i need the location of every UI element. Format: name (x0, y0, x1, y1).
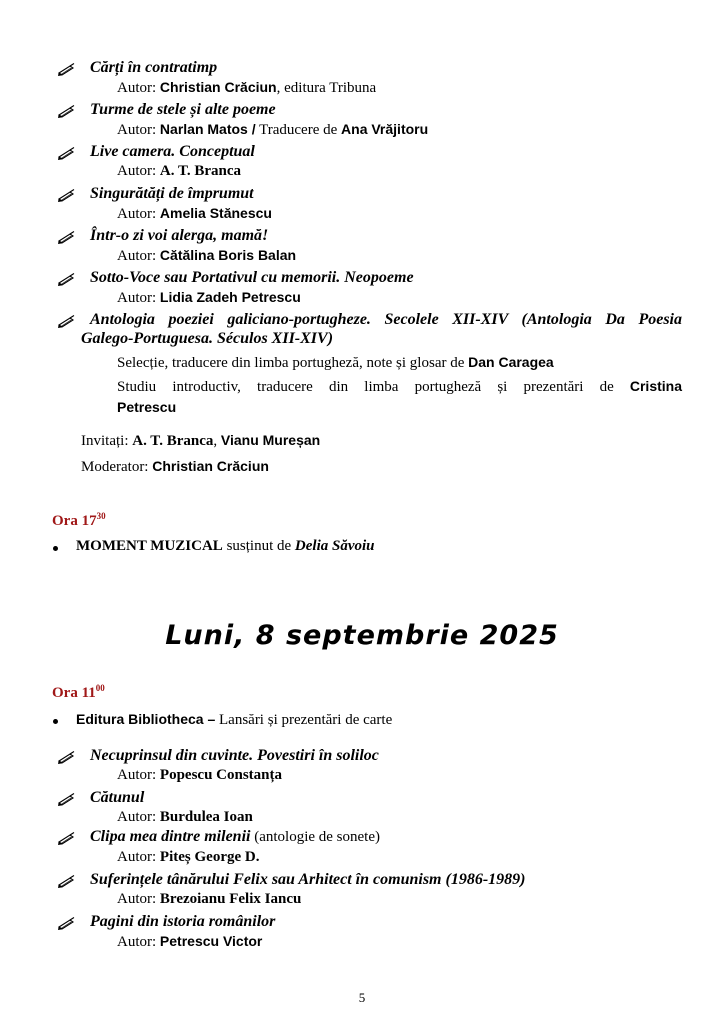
page-number: 5 (358, 990, 366, 1005)
book-title: Clipa mea dintre milenii (90, 828, 251, 845)
pen-icon (58, 104, 76, 118)
book-title: Cărți în contratimp (90, 59, 218, 76)
translator-name: Ana Vrăjitoru (341, 121, 429, 137)
book-author-line (117, 204, 272, 224)
time-slot-minutes: 00 (95, 683, 105, 693)
book-title: Pagini din istoria românilor (90, 913, 276, 930)
book-author-line (117, 246, 296, 266)
pen-icon (58, 146, 76, 160)
time-slot-minutes: 30 (96, 511, 106, 521)
book-author-line (117, 848, 259, 867)
author-name: Cătălina Boris Balan (159, 247, 297, 263)
author-name: Christian Crăciun (159, 79, 277, 95)
book-author-line (117, 890, 301, 909)
author-label: Autor: (117, 809, 157, 825)
study-name-1: Cristina (629, 378, 682, 394)
pen-icon (58, 831, 76, 845)
day-heading: Luni, 8 septembrie 2025 (165, 620, 559, 651)
anthology-study (117, 376, 682, 398)
time-slot-heading (52, 685, 105, 702)
book-title-extra: (antologie de sonete) (250, 829, 380, 845)
author-name: Petrescu Victor (159, 933, 263, 949)
study-name-2: Petrescu (117, 399, 177, 415)
author-label: Autor: (117, 934, 157, 950)
pen-icon (58, 874, 76, 888)
item-text: susținut de (222, 538, 295, 554)
book-title: Cătunul (90, 789, 145, 806)
book-author-line (117, 78, 376, 98)
author-name: Popescu Constanța (159, 767, 283, 783)
book-title: Suferințele tânărului Felix sau Arhitect în comunism (1986-1989) (90, 871, 526, 888)
item-italic: Delia Săvoiu (294, 538, 375, 554)
author-label: Autor: (117, 767, 157, 783)
selection-name: Dan Caragea (468, 354, 554, 370)
publisher-desc: Lansări și prezentări de carte (215, 712, 393, 728)
author-label: Autor: (117, 122, 157, 138)
author-label: Autor: (117, 80, 157, 96)
time-slot-heading (52, 513, 106, 530)
author-label: Autor: (117, 891, 157, 907)
translator-label: Traducere de (255, 122, 342, 138)
pen-icon (58, 792, 76, 806)
book-author-line (117, 932, 262, 952)
selection-text: Selecție, traducere din limba portugheză, note și glosar de (117, 355, 469, 371)
time-slot-hour: Ora 17 (52, 513, 97, 529)
book-author-line (117, 120, 428, 140)
pen-icon (58, 916, 76, 930)
anthology-title-line-1: Antologia poeziei galiciano-portugheze. Secolele XII-XIV (Antologia Da Poesia (90, 311, 682, 328)
author-name: A. T. Branca (159, 163, 242, 179)
moderator-label: Moderator: (81, 459, 153, 475)
author-extra: , editura Tribuna (276, 80, 377, 96)
study-text: Studiu introductiv, traducere din limba portugheză și prezentări de (117, 379, 630, 395)
item-bold: MOMENT MUZICAL (76, 538, 223, 554)
book-title: Sotto-Voce sau Portativul cu memorii. Neopoeme (90, 269, 414, 286)
anthology-selection (117, 352, 687, 374)
guest-name: A. T. Branca (132, 433, 214, 449)
book-title: Într-o zi voi alerga, mamă! (90, 227, 269, 244)
pen-icon (58, 272, 76, 286)
guest-name: Vianu Mureșan (220, 432, 321, 448)
author-name: Amelia Stănescu (159, 205, 272, 221)
time-slot-hour: Ora 11 (52, 685, 96, 701)
publisher-name: Editura Bibliotheca – (76, 711, 216, 727)
book-title: Singurătăți de împrumut (90, 185, 254, 202)
book-author-line (117, 808, 253, 827)
author-label: Autor: (117, 163, 157, 179)
pen-icon (58, 750, 76, 764)
book-author-line (117, 162, 241, 181)
guests-separator: , (213, 433, 221, 449)
publisher-item (76, 709, 392, 731)
author-label: Autor: (117, 206, 157, 222)
moderator-name: Christian Crăciun (152, 458, 269, 474)
anthology-title-line-2: Galego-Portuguesa. Séculos XII-XIV) (81, 330, 334, 347)
moderator-line (81, 456, 269, 478)
book-author-line (117, 766, 282, 785)
guests-label: Invitați: (81, 433, 133, 449)
pen-icon (58, 230, 76, 244)
author-label: Autor: (117, 290, 157, 306)
guests-line (81, 430, 320, 452)
pen-icon (58, 188, 76, 202)
bullet-icon (53, 546, 58, 551)
book-author-line (117, 288, 301, 308)
author-name: Piteș George D. (159, 849, 260, 865)
book-title: Live camera. Conceptual (90, 143, 255, 160)
author-name: Burdulea Ioan (159, 809, 253, 825)
book-title-line (90, 827, 380, 847)
author-label: Autor: (117, 248, 157, 264)
pen-icon (58, 62, 76, 76)
pen-icon (58, 314, 76, 328)
author-name: Lidia Zadeh Petrescu (159, 289, 301, 305)
author-name: Brezoianu Felix Iancu (159, 891, 302, 907)
author-name: Narlan Matos / (159, 121, 256, 137)
musical-moment-item (76, 536, 375, 557)
bullet-icon (53, 719, 58, 724)
book-title: Necuprinsul din cuvinte. Povestiri în soliloc (90, 747, 379, 764)
book-title: Turme de stele și alte poeme (90, 101, 276, 118)
author-label: Autor: (117, 849, 157, 865)
